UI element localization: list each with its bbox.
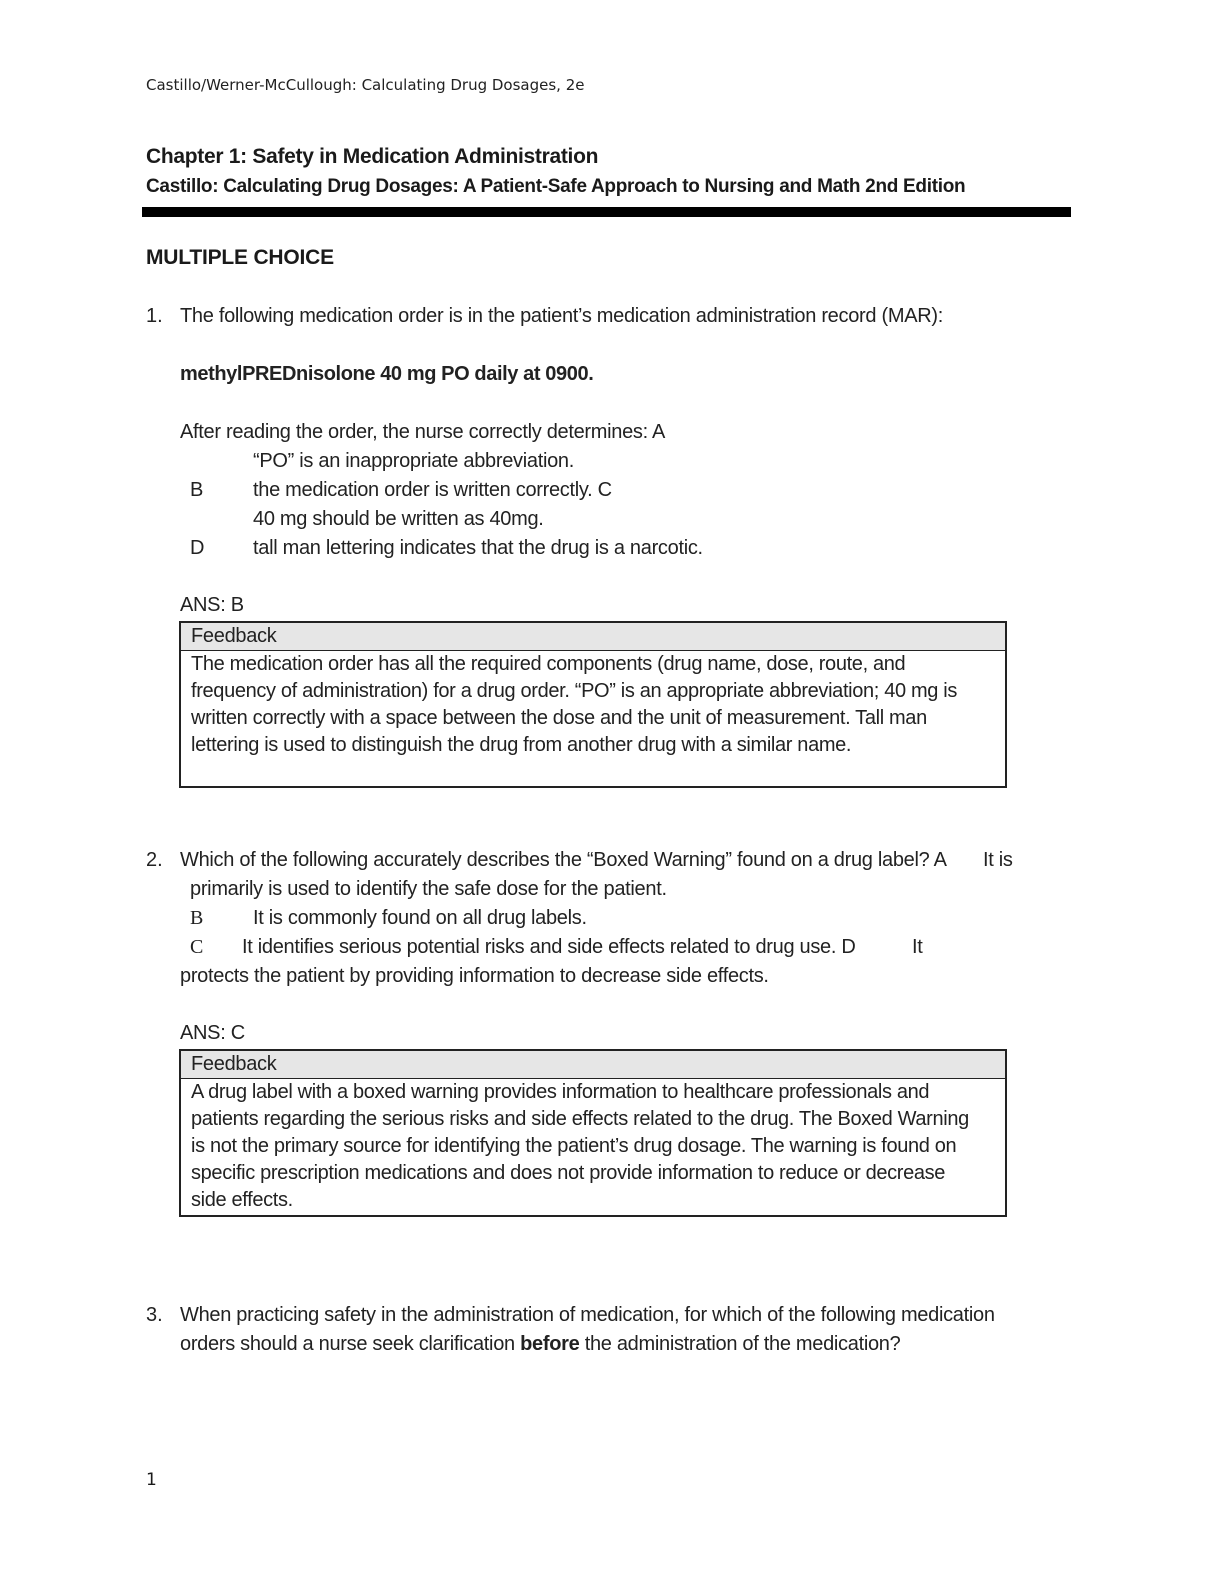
feedback-line: frequency of administration) for a drug order. “PO” is an appropriate abbreviation; 40 mg is <box>191 680 957 702</box>
question-2-option-c: It identifies serious potential risks and side effects related to drug use. D <box>242 936 856 958</box>
question-1-answer: ANS: B <box>180 594 244 616</box>
feedback-line: A drug label with a boxed warning provides information to healthcare professionals and <box>191 1081 930 1103</box>
book-subtitle: Castillo: Calculating Drug Dosages: A Patient-Safe Approach to Nursing and Math 2nd Edition <box>146 176 966 197</box>
question-2-option-c-tail: It <box>912 936 923 958</box>
question-1-option-c: 40 mg should be written as 40mg. <box>253 508 544 530</box>
section-heading: MULTIPLE CHOICE <box>146 246 334 269</box>
question-3-text: orders should a nurse seek clarification <box>180 1333 521 1355</box>
feedback-line: specific prescription medications and does not provide information to reduce or decrease <box>191 1162 946 1184</box>
feedback-line: lettering is used to distinguish the drug from another drug with a similar name. <box>191 734 852 756</box>
question-2-number: 2. <box>146 849 163 871</box>
question-1-feedback-box <box>179 621 1007 788</box>
question-3-text-end: the administration of the medication? <box>579 1333 901 1355</box>
feedback-line: side effects. <box>191 1189 293 1211</box>
running-header: Castillo/Werner-McCullough: Calculating Drug Dosages, 2e <box>146 76 585 94</box>
question-1-option-a: “PO” is an inappropriate abbreviation. <box>253 450 575 472</box>
question-1-order: methylPREDnisolone 40 mg PO daily at 0900. <box>180 363 594 385</box>
question-2-letter-c: C <box>190 936 204 958</box>
question-1-option-b: the medication order is written correctly. C <box>253 479 612 501</box>
question-1-option-d: tall man lettering indicates that the drug is a narcotic. <box>253 537 703 559</box>
question-2-option-d: protects the patient by providing information to decrease side effects. <box>180 965 769 987</box>
chapter-title: Chapter 1: Safety in Medication Administration <box>146 145 599 168</box>
feedback-line: The medication order has all the required components (drug name, dose, route, and <box>191 653 906 675</box>
question-2-letter-b: B <box>190 907 204 929</box>
question-3-line-2 <box>180 1333 900 1356</box>
feedback-line: patients regarding the serious risks and side effects related to the drug. The Boxed Warning <box>191 1108 969 1130</box>
question-1-lead: After reading the order, the nurse correctly determines: A <box>180 421 666 443</box>
feedback-label: Feedback <box>181 623 1005 651</box>
question-2-answer: ANS: C <box>180 1022 245 1044</box>
question-1-stem: The following medication order is in the patient’s medication administration record (MAR): <box>180 305 943 327</box>
question-1-number: 1. <box>146 305 163 327</box>
question-2-stem-tail: It is <box>983 849 1013 871</box>
page-number: 1 <box>146 1470 157 1490</box>
question-2-feedback-box <box>179 1049 1007 1217</box>
question-2-option-b: It is commonly found on all drug labels. <box>253 907 587 929</box>
title-rule <box>142 207 1071 217</box>
feedback-line: is not the primary source for identifying the patient’s drug dosage. The warning is found on <box>191 1135 957 1157</box>
question-3-number: 3. <box>146 1304 163 1326</box>
question-1-letter-d: D <box>190 537 205 559</box>
question-3-line-1: When practicing safety in the administration of medication, for which of the following medication <box>180 1304 995 1326</box>
question-3-emphasis: before <box>520 1333 580 1355</box>
question-2-option-a: primarily is used to identify the safe dose for the patient. <box>190 878 667 900</box>
question-1-letter-b: B <box>190 479 204 501</box>
feedback-line: written correctly with a space between the dose and the unit of measurement. Tall man <box>191 707 927 729</box>
question-2-stem: Which of the following accurately describes the “Boxed Warning” found on a drug label? A <box>180 849 947 871</box>
feedback-label: Feedback <box>181 1051 1005 1079</box>
